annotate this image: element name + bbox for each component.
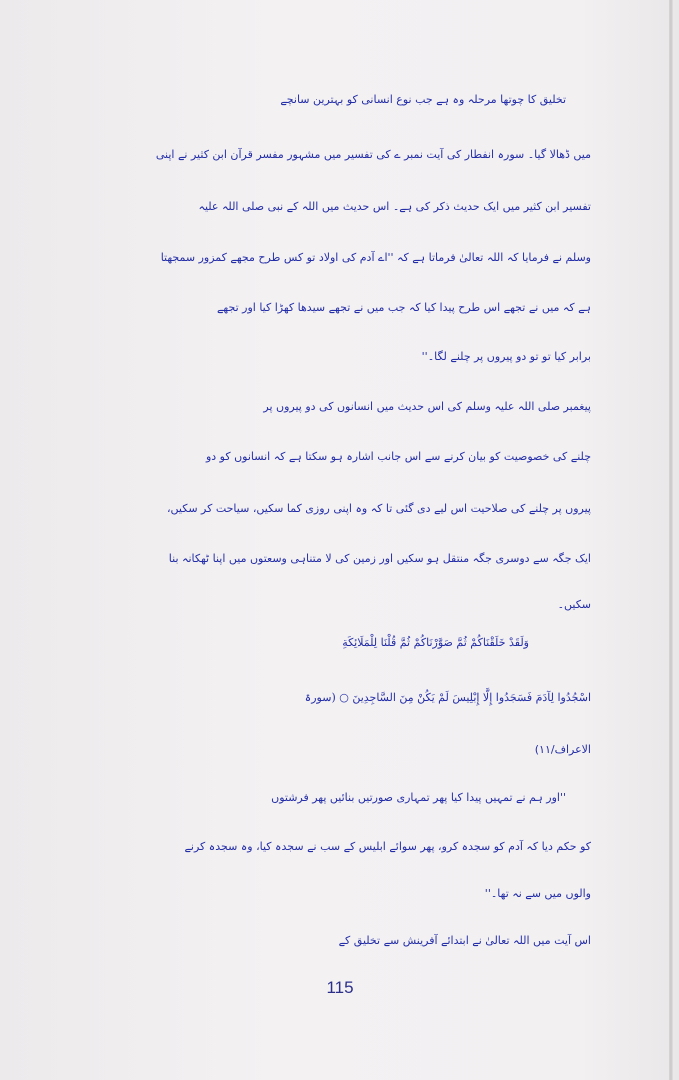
text-line-8: چلنے کی خصوصیت کو بیان کرنے سے اس جانب اشارہ ہو سکتا ہے کہ انسانوں کو دو: [205, 450, 591, 463]
text-line-5: ہے کہ میں نے تجھے اس طرح پیدا کیا کہ جب میں نے تجھے سیدھا کھڑا کیا اور تجھے: [216, 301, 591, 314]
text-line-9: پیروں پر چلنے کی صلاحیت اس لیے دی گئی تا کہ وہ اپنی روزی کما سکیں، سیاحت کر سکیں،: [167, 502, 591, 515]
quran-verse-line-2: اسْجُدُوا لِآدَمَ فَسَجَدُوا إِلَّا إِبْلِيسَ لَمْ يَكُنْ مِنَ السَّاجِدِينَ ○ (سورۃ: [304, 691, 591, 704]
text-line-3: تفسیر ابن کثیر میں ایک حدیث ذکر کی ہے۔ اس حدیث میں اللہ کے نبی صلی اللہ علیہ: [198, 200, 591, 213]
text-line-4: وسلم نے فرمایا کہ اللہ تعالیٰ فرماتا ہے کہ ''اے آدم کی اولاد تو کس طرح مجھے کمزور سمجھتا: [160, 251, 591, 264]
text-line-1: تخلیق کا چوتھا مرحلہ وہ ہے جب نوع انسانی کو بہترین سانچے: [280, 93, 566, 106]
translation-line-3: والوں میں سے نہ تھا۔'': [484, 887, 591, 900]
text-line-2: میں ڈھالا گیا۔ سورہ انفطار کی آیت نمبر ے کی تفسیر میں مشہور مفسر قرآن ابن کثیر نے اپنی: [155, 148, 591, 161]
translation-line-1: ''اور ہم نے تمہیں پیدا کیا پھر تمہاری صورتیں بنائیں پھر فرشتوں: [271, 791, 566, 804]
quran-verse-line-1: وَلَقَدْ خَلَقْنَاكُمْ ثُمَّ صَوَّرْنَاكُمْ ثُمَّ قُلْنَا لِلْمَلَائِكَةِ: [342, 636, 529, 649]
text-line-7: پیغمبر صلی اللہ علیہ وسلم کی اس حدیث میں انسانوں کی دو پیروں پر: [263, 400, 591, 413]
page-number: 115: [326, 978, 354, 997]
translation-line-2: کو حکم دیا کہ آدم کو سجدہ کرو، پھر سوائے ابلیس کے سب نے سجدہ کیا، وہ سجدہ کرنے: [184, 840, 591, 853]
text-line-18: اس آیت میں اللہ تعالیٰ نے ابتدائے آفرینش سے تخلیق کے: [338, 934, 591, 947]
text-line-11: سکیں۔: [557, 598, 591, 611]
text-line-10: ایک جگہ سے دوسری جگہ منتقل ہو سکیں اور زمین کی لا متناہی وسعتوں میں اپنا ٹھکانہ بنا: [168, 552, 591, 565]
text-line-6: برابر کیا تو تو دو پیروں پر چلنے لگا۔'': [421, 350, 591, 363]
surah-reference: الاعراف/۱۱): [534, 743, 591, 756]
